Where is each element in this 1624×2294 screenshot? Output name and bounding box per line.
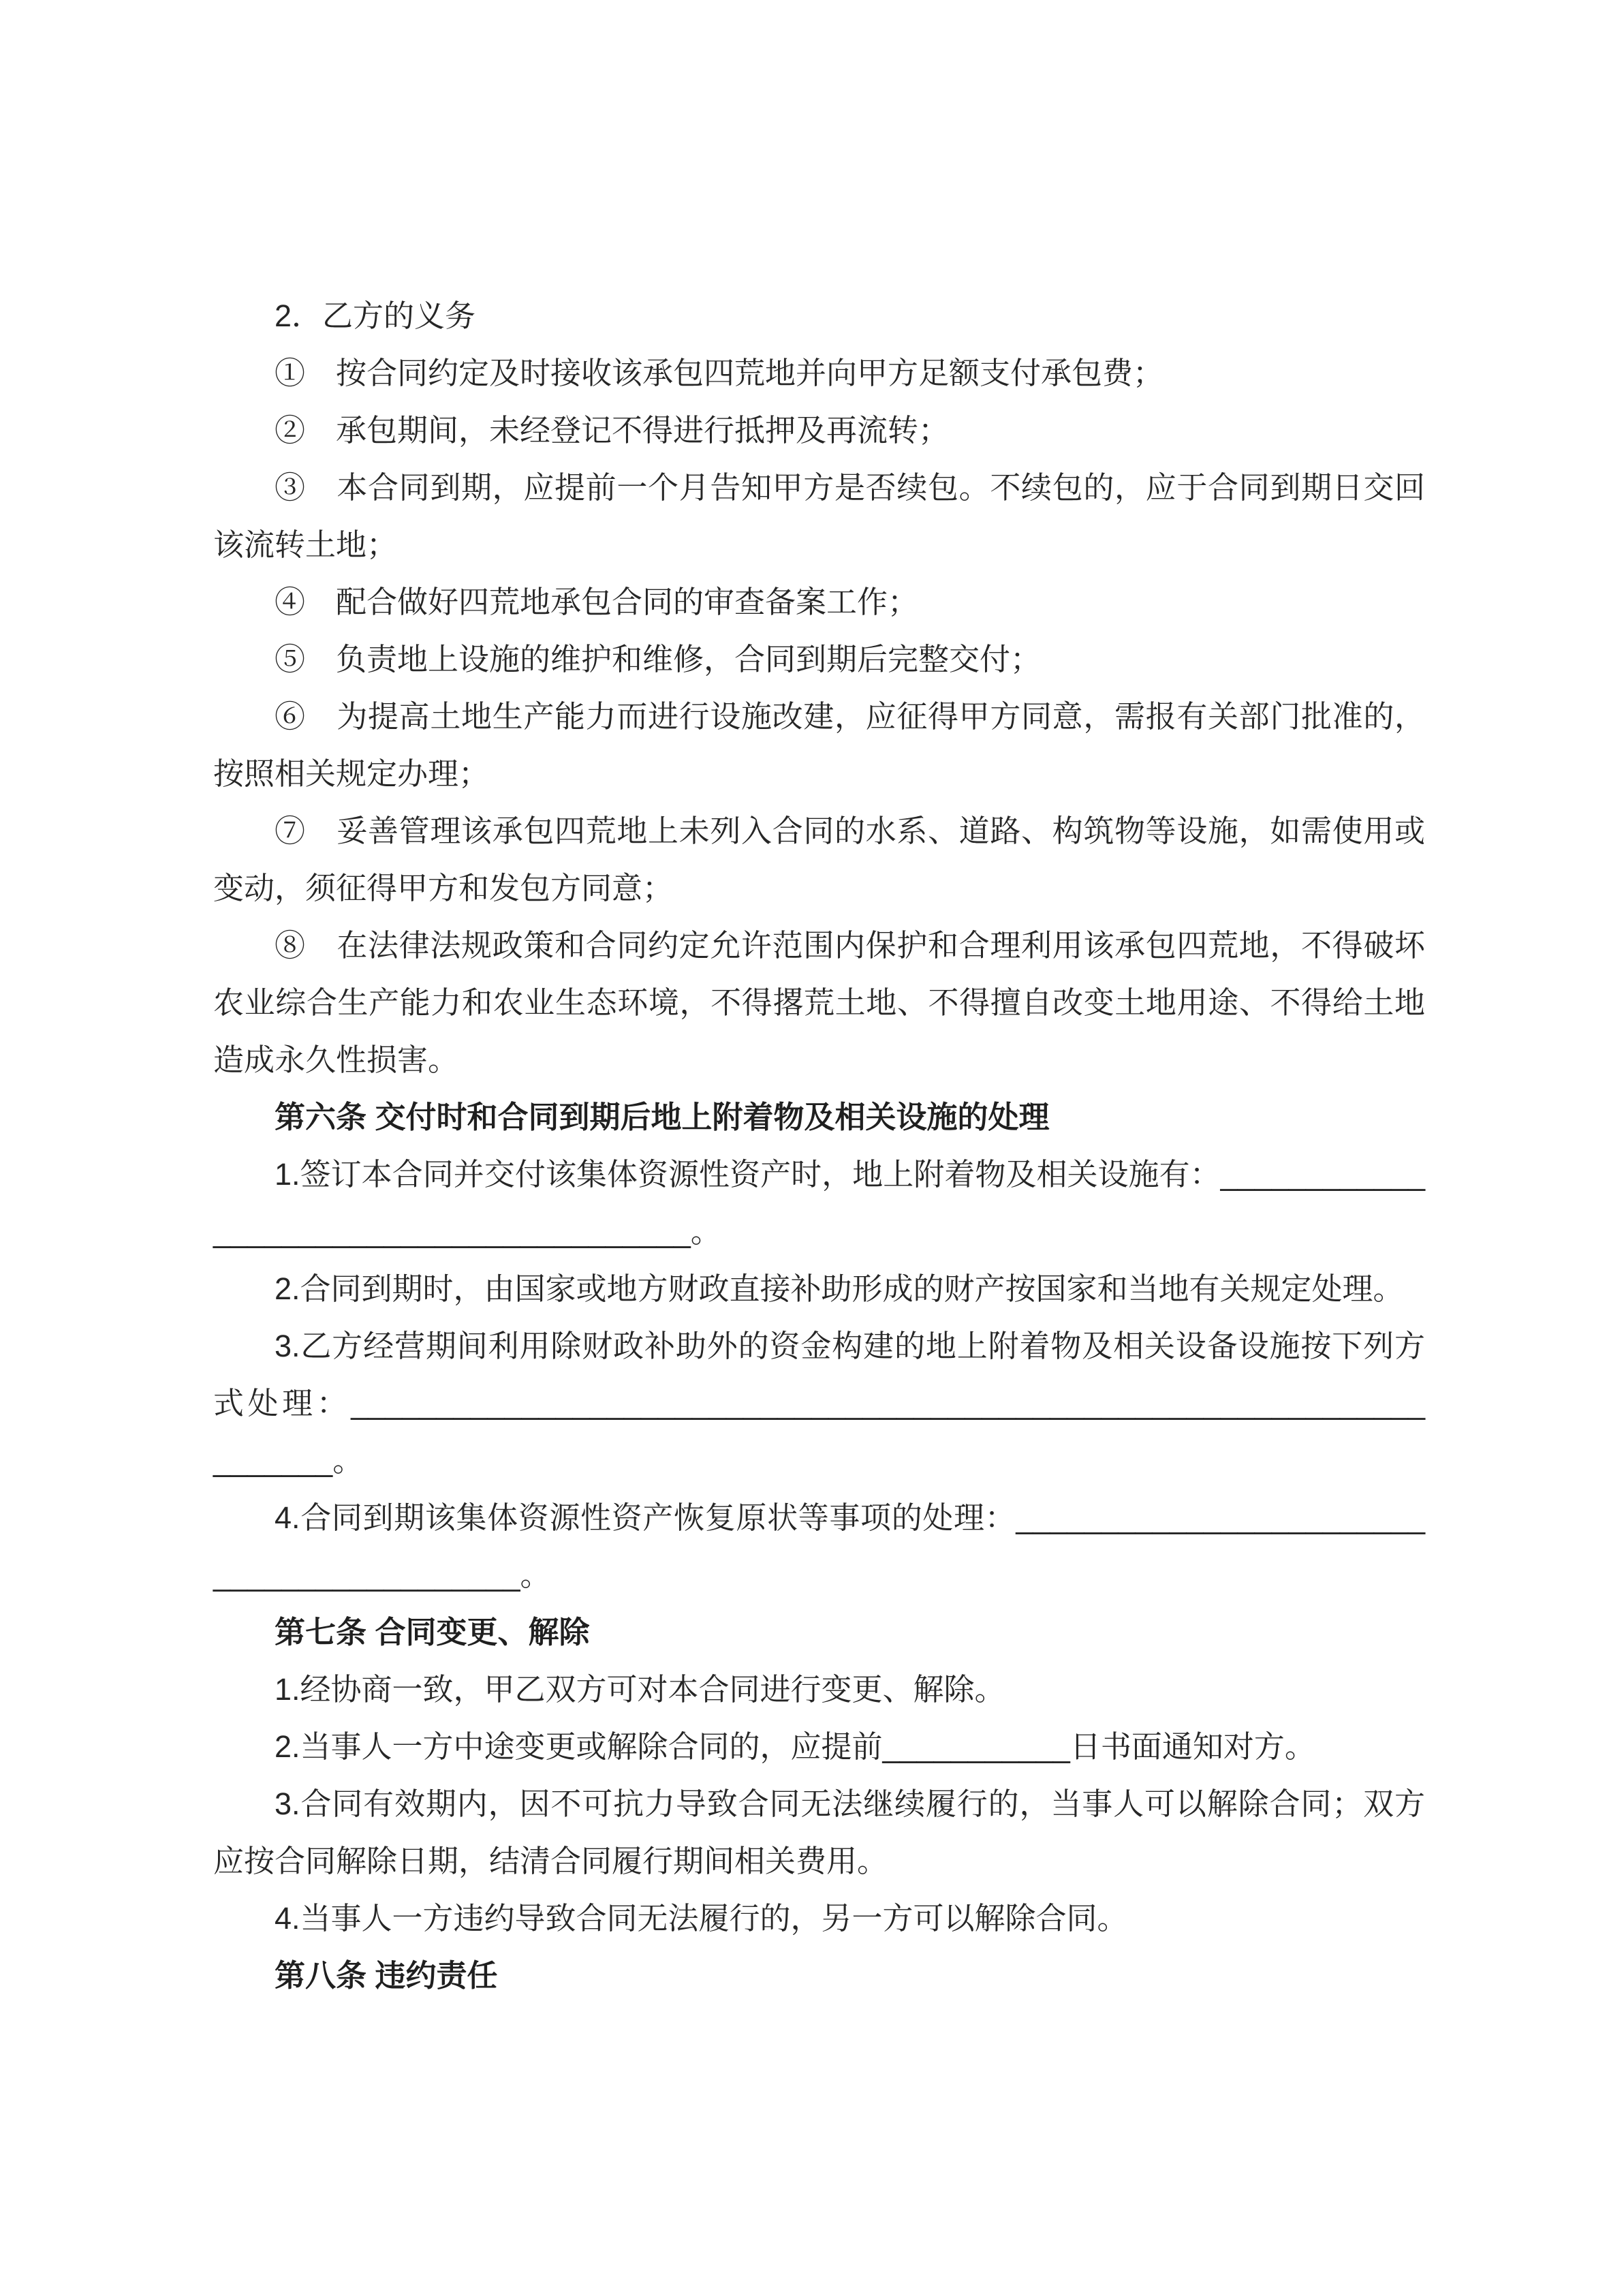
body-paragraph: 2.当事人一方中途变更或解除合同的，应提前___________日书面通知对方。 <box>275 1729 1315 1764</box>
body-paragraph: ③ 本合同到期，应提前一个月告知甲方是否续包。不续包的，应于合同到期日交回该流转土地； <box>213 470 1425 562</box>
body-paragraph: ④ 配合做好四荒地承包合同的审查备案工作； <box>275 585 919 619</box>
body-paragraph: ⑥ 为提高土地生产能力而进行设施改建，应征得甲方同意，需报有关部门批准的，按照相关规定办理； <box>213 699 1425 791</box>
section-heading: 第七条 合同变更、解除 <box>275 1615 590 1649</box>
body-paragraph: ⑧ 在法律法规政策和合同约定允许范围内保护和合理利用该承包四荒地，不得破坏农业综合生产能力和农业生态环境，不得撂荒土地、不得擅自改变土地用途、不得给土地造成永久性损害。 <box>213 928 1425 1077</box>
body-paragraph: 3.合同有效期内，因不可抗力导致合同无法继续履行的，当事人可以解除合同；双方应按合同解除日期，结清合同履行期间相关费用。 <box>213 1786 1425 1878</box>
body-paragraph: ⑤ 负责地上设施的维护和维修，合同到期后完整交付； <box>275 642 1042 677</box>
section-heading: 第六条 交付时和合同到期后地上附着物及相关设施的处理 <box>275 1100 1050 1134</box>
body-paragraph: 1.经协商一致，甲乙双方可对本合同进行变更、解除。 <box>275 1672 1005 1707</box>
body-paragraph: 4.当事人一方违约导致合同无法履行的，另一方可以解除合同。 <box>275 1901 1128 1936</box>
body-paragraph: 2．乙方的义务 <box>275 298 476 333</box>
section-heading: 第八条 违约责任 <box>275 1958 498 1993</box>
body-paragraph: ⑦ 妥善管理该承包四荒地上未列入合同的水系、道路、构筑物等设施，如需使用或变动，须征得甲方和发包方同意； <box>213 813 1425 905</box>
body-paragraph: 3.乙方经营期间利用除财政补助外的资金构建的地上附着物及相关设备设施按下列方式处理：______________________________________________________________________。 <box>213 1329 1425 1478</box>
body-paragraph: 2.合同到期时，由国家或地方财政直接补助形成的财产按国家和当地有关规定处理。 <box>275 1271 1404 1306</box>
body-paragraph: 1.签订本合同并交付该集体资源性资产时，地上附着物及相关设施有：________________________________________。 <box>213 1157 1425 1249</box>
paragraph-list <box>213 288 1425 2004</box>
body-paragraph: 4.合同到期该集体资源性资产恢复原状等事项的处理：__________________________________________。 <box>213 1500 1425 1592</box>
body-paragraph: ② 承包期间，未经登记不得进行抵押及再流转； <box>275 413 950 448</box>
body-paragraph: ① 按合同约定及时接收该承包四荒地并向甲方足额支付承包费； <box>275 356 1164 390</box>
